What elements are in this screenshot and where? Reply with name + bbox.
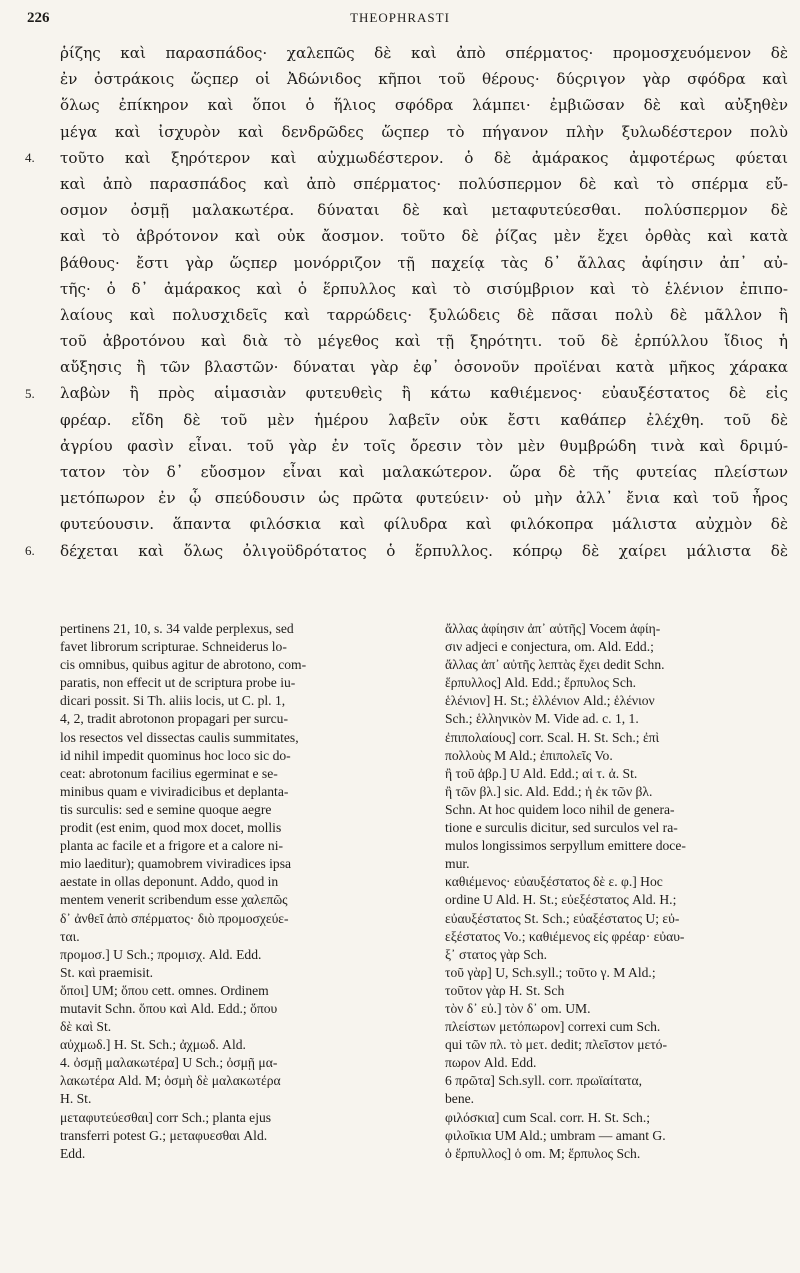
text-line: τοῦ ἀβροτόνου καὶ διὰ τὸ μέγεθος καὶ τῇ ξηρότητι. τοῦ δὲ ἑρπύλλου ἴδιος ἡ — [60, 332, 788, 351]
text-line: τοῦτο καὶ ξηρότερον καὶ αὐχμωδέστερον. ὁ δὲ ἀμάρακος ἀμφοτέρως φύεται — [60, 148, 788, 167]
apparatus-line: ἢ τῶν βλ.] sic. Ald. Edd.; ἡ ἐκ τῶν βλ. — [445, 783, 653, 799]
greek-main-text — [60, 40, 788, 564]
text-line: μέγα καὶ ἰσχυρὸν καὶ δενδρῶδες ὥςπερ τὸ πήγανον πλὴν ξυλωδέστερον πολὺ — [60, 122, 788, 141]
text-line: ῥίζης καὶ παρασπάδος· χαλεπῶς δὲ καὶ ἀπὸ σπέρματος· προμοσχευόμενον δὲ — [60, 44, 788, 62]
text-line: μετόπωρον ἐν ᾧ σπεύδουσιν ὡς πρῶτα φυτεύειν· οὐ μὴν ἀλλ᾽ ἔνια καὶ τοῦ ἦρος — [60, 489, 788, 508]
apparatus-line: ἄλλας ἀφίησιν ἀπ᾽ αὐτῆς] Vocem ἀφίη- — [445, 621, 661, 636]
text-line: ὅλως ἐπίκηρον καὶ ὅποι ὁ ἥλιος σφόδρα λάμπει· ἐμβιῶσαν δὲ καὶ αὐξηθὲν — [60, 96, 788, 115]
commentary-line: δ᾽ ἀνθεῖ ἀπὸ σπέρματος· διὸ προμοσχεύε- — [60, 910, 289, 926]
apparatus-line: Schn. At hoc quidem loco nihil de genera- — [445, 801, 675, 817]
text-line: λαβὼν ἢ πρὸς αἱμασιὰν φυτευθεὶς ἢ κάτω καθιέμενος· εὐαυξέστατος δὲ εἰς — [60, 384, 788, 403]
commentary-line: μεταφυτεύεσθαι] corr Sch.; planta ejus — [60, 1109, 272, 1125]
commentary-line: mutavit Schn. ὅπου καὶ Ald. Edd.; ὅπου — [60, 1000, 278, 1016]
commentary-line: mentem venerit scribendum esse χαλεπῶς — [60, 892, 288, 908]
apparatus-line: τὸν δ᾽ εὐ.] τὸν δ᾽ om. UM. — [445, 1000, 591, 1016]
commentary-line: αὐχμωδ.] H. St. Sch.; ἀχμωδ. Ald. — [60, 1037, 246, 1053]
commentary-line: προμοσ.] U Sch.; προμισχ. Ald. Edd. — [60, 946, 262, 962]
commentary-line: pertinens 21, 10, s. 34 valde perplexus, sed — [60, 621, 294, 636]
commentary-line: minibus quam e viviradicibus et deplanta- — [60, 783, 289, 799]
commentary-line: cis omnibus, quibus agitur de abrotono, com- — [60, 657, 307, 673]
commentary-line: favet librorum scripturae. Schneiderus lo- — [60, 639, 287, 655]
critical-apparatus — [445, 620, 788, 1163]
apparatus-line: καθιέμενος· εὐαυξέστατος δὲ ε. φ.] Hoc — [445, 874, 663, 890]
commentary-line: tis surculis: sed e semine quoque aegre — [60, 801, 272, 817]
commentary-line: aestate in ollas deponunt. Addo, quod in — [60, 874, 279, 890]
apparatus-line: tione e surculis dicitur, sed surculos vel ra- — [445, 820, 678, 836]
apparatus-line: mulos longissimos serpyllum emittere doce- — [445, 838, 686, 854]
commentary-line: ceat: abrotonum facilius egerminat e se- — [60, 765, 278, 781]
text-line: φρέαρ. εἴδη δὲ τοῦ μὲν ἡμέρου λαβεῖν οὐκ ἔστι καθάπερ ἐλέχθη. τοῦ δὲ — [60, 410, 788, 429]
commentary-line: id nihil impedit quominus hoc loco sic do- — [60, 747, 291, 763]
text-line: ἀγρίου φασὶν εἶναι. τοῦ γὰρ ἐν τοῖς ὄρεσιν τὸν μὲν θυμβρώδη τινὰ καὶ δριμύ- — [60, 436, 788, 455]
commentary-line: los resectos vel dissectas caulis summitates, — [60, 729, 299, 745]
apparatus-line: ὁ ἕρπυλλος] ὁ om. M; ἕρπυλος Sch. — [445, 1145, 641, 1161]
commentary-line: λακωτέρα Ald. M; ὀσμὴ δὲ μαλακωτέρα — [60, 1073, 281, 1089]
text-line: οσμον ὀσμῇ μαλακωτέρα. δύναται δὲ καὶ μεταφυτεύεσθαι. πολύσπερμον δὲ — [60, 201, 788, 220]
apparatus-line: τοῦ γὰρ] U, Sch.syll.; τοῦτο γ. M Ald.; — [445, 964, 656, 980]
commentary-line: St. καὶ praemisit. — [60, 964, 154, 980]
section-marker-6: 6. — [25, 543, 35, 558]
commentary-line: transferri potest G.; μεταφυεσθαι Ald. — [60, 1127, 268, 1143]
apparatus-line: φιλοῖκια UM Ald.; umbram — amant G. — [445, 1127, 666, 1143]
commentary-line: paratis, non effecit ut de scriptura probe iu- — [60, 675, 296, 691]
apparatus-line: ἄλλας ἀπ᾽ αὐτῆς λεπτὰς ἔχει dedit Schn. — [445, 657, 665, 673]
section-marker-4: 4. — [25, 150, 35, 165]
text-line: ἐν ὀστράκοις ὥςπερ οἱ Ἀδώνιδος κῆποι τοῦ θέρους· δύςριγον γὰρ σφόδρα καὶ — [60, 70, 788, 89]
apparatus-line: qui τῶν πλ. τὸ μετ. dedit; πλεῖστον μετό- — [445, 1037, 667, 1053]
text-line: τατον τὸν δ᾽ εὔοσμον εἶναι καὶ μαλακώτερον. ὥρα δὲ τῆς φυτείας πλείστων — [60, 463, 788, 481]
apparatus-line: ξ᾽ στατος γὰρ Sch. — [445, 946, 548, 962]
running-title: THEOPHRASTI — [350, 10, 450, 25]
apparatus-line: ἢ τοῦ ἀβρ.] U Ald. Edd.; αἱ τ. ἀ. St. — [445, 765, 638, 781]
commentary-line: dicari possit. Si Th. aliis locis, ut C. pl. 1, — [60, 693, 286, 709]
text-line: βάθους· ἔστι γὰρ ὥςπερ μονόρριζον τῇ παχείᾳ τὰς δ᾽ ἄλλας ἀφίησιν ἀπ᾽ αὐ- — [60, 253, 788, 272]
apparatus-line: bene. — [445, 1091, 475, 1107]
apparatus-line: 6 πρῶτα] Sch.syll. corr. πρωϊαίτατα, — [445, 1073, 643, 1089]
page-number: 226 — [27, 10, 50, 26]
apparatus-line: εὐαυξέστατος St. Sch.; εὐαξέστατος U; εὐ- — [445, 910, 680, 926]
commentary-line: prodit (est enim, quod mox docet, mollis — [60, 820, 282, 836]
commentary-line: planta ac facile et a frigore et a calore ni- — [60, 838, 284, 854]
apparatus-line: πωρον Ald. Edd. — [445, 1055, 537, 1071]
apparatus-line: ἑλένιον] H. St.; ἑλλένιον Ald.; ἑλένιον — [445, 693, 655, 709]
apparatus-line: ἐπιπολαίους] corr. Scal. H. St. Sch.; ἐπὶ — [445, 729, 660, 745]
apparatus-line: mur. — [445, 856, 470, 872]
commentary-line: Edd. — [60, 1145, 86, 1161]
text-line: αὔξησις ἢ τῶν βλαστῶν· δύναται γὰρ ἐφ᾽ ὁσονοῦν προϊέναι κατὰ μῆκος χάρακα — [60, 358, 788, 377]
text-line: δέχεται καὶ ὅλως ὀλιγοϋδρότατος ὁ ἕρπυλλος. κόπρῳ δὲ χαίρει μάλιστα δὲ — [60, 541, 788, 560]
apparatus-line: φιλόσκια] cum Scal. corr. H. St. Sch.; — [445, 1109, 651, 1125]
commentary-line: 4. ὀσμῇ μαλακωτέρα] U Sch.; ὀσμῇ μα- — [60, 1055, 278, 1071]
text-line: τῆς· ὁ δ᾽ ἀμάρακος καὶ ὁ ἕρπυλλος καὶ τὸ σισύμβριον καὶ τὸ ἑλένιον ἐπιπο- — [60, 279, 788, 298]
latin-commentary — [60, 620, 402, 1163]
commentary-line: ται. — [60, 928, 80, 944]
apparatus-line: τοῦτον γὰρ H. St. Sch — [445, 982, 565, 998]
commentary-line: mio laeditur); quamobrem viviradices ipsa — [60, 856, 292, 872]
text-line: καὶ ἀπὸ παρασπάδος καὶ ἀπὸ σπέρματος· πολύσπερμον δὲ καὶ τὸ σπέρμα εὔ- — [60, 174, 788, 193]
apparatus-line: εξέστατος Vo.; καθιέμενος εἰς φρέαρ· εὐαυ- — [445, 928, 685, 944]
text-line: λαίους καὶ πολυσχιδεῖς καὶ ταρρώδεις· ξυλώδεις δὲ πᾶσαι πολὺ δὲ μᾶλλον ἢ — [60, 305, 788, 324]
commentary-line: 4, 2, tradit abrotonon propagari per surcu- — [60, 711, 289, 727]
commentary-line: ὅποι] UM; ὅπου cett. omnes. Ordinem — [60, 982, 269, 998]
apparatus-line: σιν adjeci e conjectura, om. Ald. Edd.; — [445, 639, 654, 655]
commentary-line: H. St. — [60, 1091, 92, 1107]
text-line: καὶ τὸ ἀβρότονον καὶ οὐκ ἄοσμον. τοῦτο δὲ ῥίζας μὲν ἔχει ὀρθὰς καὶ κατὰ — [60, 227, 788, 246]
apparatus-line: πλείστων μετόπωρον] correxi cum Sch. — [445, 1019, 661, 1035]
text-line: φυτεύουσιν. ἅπαντα φιλόσκια καὶ φίλυδρα καὶ φιλόκοπρα μάλιστα αὐχμὸν δὲ — [60, 515, 788, 534]
apparatus-line: Sch.; ἑλληνικὸν M. Vide ad. c. 1, 1. — [445, 711, 639, 727]
apparatus-line: ἕρπυλλος] Ald. Edd.; ἕρπυλος Sch. — [445, 675, 637, 691]
apparatus-line: πολλοὺς M Ald.; ἐπιπολεῖς Vo. — [445, 747, 613, 763]
section-marker-5: 5. — [25, 386, 35, 401]
apparatus-line: ordine U Ald. H. St.; εὐεξέστατος Ald. H.; — [445, 892, 677, 908]
commentary-line: δὲ καὶ St. — [60, 1019, 112, 1035]
